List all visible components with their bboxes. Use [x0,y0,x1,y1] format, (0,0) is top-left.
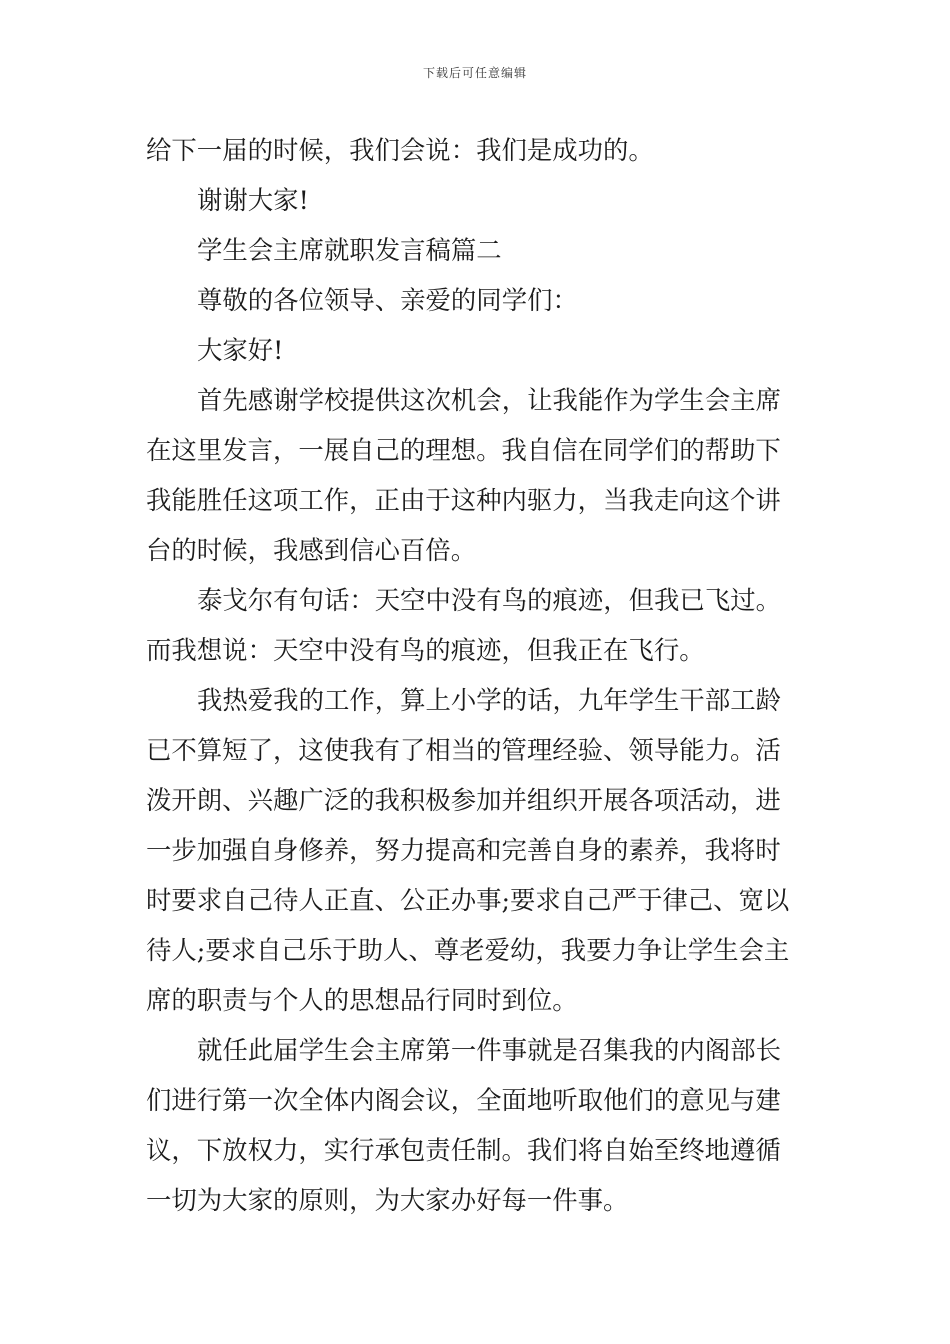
text-line: 一步加强自身修养，努力提高和完善自身的素养，我将时 [146,835,781,865]
text-line: 大家好! [197,335,284,365]
text-line: 谢谢大家! [197,185,309,215]
text-line: 就任此届学生会主席第一件事就是召集我的内阁部长 [197,1035,781,1065]
text-line: 时要求自己待人正直、公正办事;要求自己严于律己、宽以 [146,885,790,915]
text-line: 台的时候，我感到信心百倍。 [146,535,477,565]
text-line: 待人;要求自己乐于助人、尊老爱幼，我要力争让学生会主 [146,935,790,965]
text-line: 在这里发言，一展自己的理想。我自信在同学们的帮助下 [146,435,781,465]
text-line: 我能胜任这项工作，正由于这种内驱力，当我走向这个讲 [146,485,781,515]
text-line: 我热爱我的工作，算上小学的话，九年学生干部工龄 [197,685,781,715]
text-line: 泼开朗、兴趣广泛的我积极参加并组织开展各项活动，进 [146,785,781,815]
text-line: 学生会主席就职发言稿篇二 [197,235,502,265]
text-line: 给下一届的时候，我们会说：我们是成功的。 [146,135,654,165]
text-line: 泰戈尔有句话：天空中没有鸟的痕迹，但我已飞过。 [197,585,781,615]
text-line: 席的职责与个人的思想品行同时到位。 [146,985,578,1015]
text-line: 议，下放权力，实行承包责任制。我们将自始至终地遵循 [146,1135,781,1165]
page-header: 下载后可任意编辑 [422,66,527,80]
text-line: 已不算短了，这使我有了相当的管理经验、领导能力。活 [146,735,781,765]
text-line: 尊敬的各位领导、亲爱的同学们： [197,285,578,315]
text-line: 首先感谢学校提供这次机会，让我能作为学生会主席 [197,385,781,415]
text-line: 一切为大家的原则，为大家办好每一件事。 [146,1185,629,1215]
document-body [146,125,806,1225]
text-line: 而我想说：天空中没有鸟的痕迹，但我正在飞行。 [146,635,705,665]
text-line: 们进行第一次全体内阁会议，全面地听取他们的意见与建 [146,1085,781,1115]
